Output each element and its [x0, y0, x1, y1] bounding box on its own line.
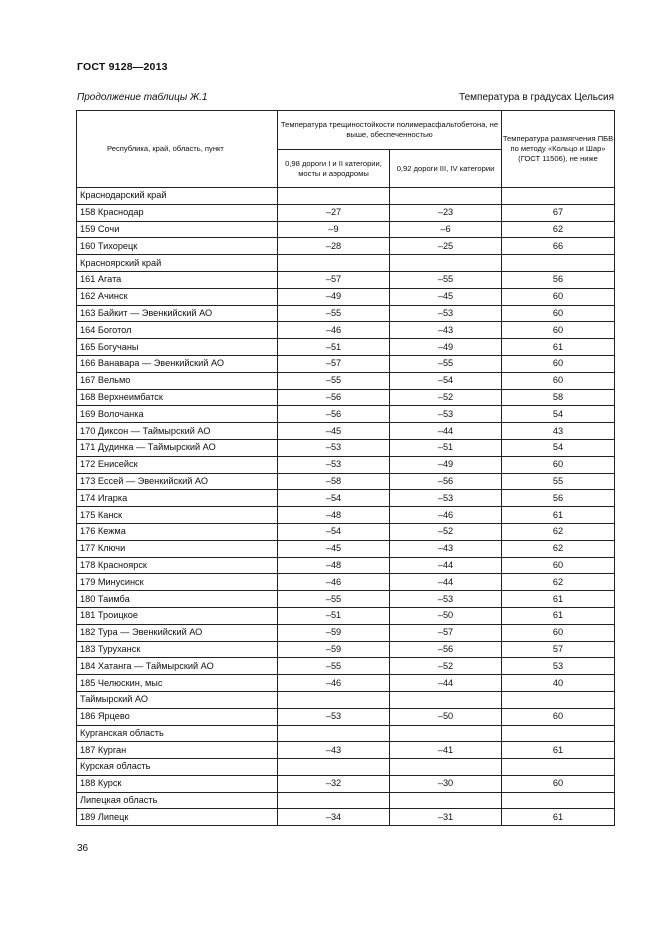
region-group-row: [77, 255, 615, 272]
row-crack-098: [278, 255, 390, 272]
row-name: 163 Байкит — Эвенкийский АО: [77, 305, 278, 322]
row-name: 174 Игарка: [77, 490, 278, 507]
row-crack-092: –52: [390, 389, 502, 406]
region-group-row: [77, 725, 615, 742]
row-softening: 67: [502, 204, 615, 221]
row-name: 175 Канск: [77, 507, 278, 524]
row-crack-098: –54: [278, 523, 390, 540]
row-softening: 55: [502, 473, 615, 490]
region-group-row: [77, 188, 615, 205]
row-name: 171 Дудинка — Таймырский АО: [77, 439, 278, 456]
table-caption: Продолжение таблицы Ж.1: [77, 92, 208, 103]
row-name: 186 Ярцево: [77, 708, 278, 725]
row-crack-092: –44: [390, 574, 502, 591]
row-crack-092: –53: [390, 406, 502, 423]
row-name: 184 Хатанга — Таймырский АО: [77, 658, 278, 675]
table-row: [77, 322, 615, 339]
header-crack-resistance: Температура трещиностойкости полимерасфальтобетона, не выше, обеспеченностью: [278, 111, 502, 150]
region-group-row: [77, 691, 615, 708]
row-name: 189 Липецк: [77, 809, 278, 826]
table-row: [77, 574, 615, 591]
table-row: [77, 490, 615, 507]
row-name: 161 Агата: [77, 271, 278, 288]
row-softening: 60: [502, 624, 615, 641]
row-crack-092: –52: [390, 523, 502, 540]
table-row: [77, 389, 615, 406]
row-crack-098: –49: [278, 288, 390, 305]
row-name: 167 Вельмо: [77, 372, 278, 389]
row-softening: [502, 255, 615, 272]
row-crack-092: [390, 255, 502, 272]
row-crack-092: –43: [390, 540, 502, 557]
row-softening: 58: [502, 389, 615, 406]
row-crack-098: –56: [278, 406, 390, 423]
table-row: [77, 339, 615, 356]
row-crack-098: [278, 725, 390, 742]
row-crack-092: [390, 725, 502, 742]
units-note: Температура в градусах Цельсия: [459, 92, 614, 103]
row-softening: [502, 725, 615, 742]
row-crack-092: –46: [390, 507, 502, 524]
table-row: [77, 456, 615, 473]
row-name: 178 Красноярск: [77, 557, 278, 574]
row-crack-098: –53: [278, 456, 390, 473]
row-crack-098: [278, 691, 390, 708]
row-crack-098: –54: [278, 490, 390, 507]
row-softening: [502, 691, 615, 708]
row-name: 177 Ключи: [77, 540, 278, 557]
table-row: [77, 238, 615, 255]
row-name: 185 Челюскин, мыс: [77, 675, 278, 692]
table-row: [77, 507, 615, 524]
row-crack-092: –25: [390, 238, 502, 255]
row-name: 187 Курган: [77, 742, 278, 759]
row-name: 172 Енисейск: [77, 456, 278, 473]
table-row: [77, 775, 615, 792]
row-crack-098: –46: [278, 574, 390, 591]
table-row: [77, 624, 615, 641]
row-crack-092: [390, 759, 502, 776]
row-crack-092: –53: [390, 490, 502, 507]
row-softening: 61: [502, 742, 615, 759]
table-row: [77, 742, 615, 759]
standard-title: ГОСТ 9128—2013: [77, 61, 168, 73]
row-softening: 60: [502, 372, 615, 389]
row-name: Липецкая область: [77, 792, 278, 809]
row-name: 180 Таимба: [77, 591, 278, 608]
row-crack-092: –55: [390, 271, 502, 288]
row-softening: 60: [502, 557, 615, 574]
row-crack-098: –57: [278, 355, 390, 372]
row-name: 160 Тихорецк: [77, 238, 278, 255]
row-crack-092: –56: [390, 641, 502, 658]
table-row: [77, 355, 615, 372]
climate-table: [76, 110, 615, 826]
row-crack-098: [278, 188, 390, 205]
row-softening: 60: [502, 708, 615, 725]
row-crack-092: –43: [390, 322, 502, 339]
row-softening: 61: [502, 607, 615, 624]
row-softening: 62: [502, 540, 615, 557]
row-softening: 60: [502, 775, 615, 792]
row-name: 159 Сочи: [77, 221, 278, 238]
table-row: [77, 372, 615, 389]
row-crack-098: –59: [278, 624, 390, 641]
table-row: [77, 221, 615, 238]
row-crack-098: –55: [278, 658, 390, 675]
row-softening: 62: [502, 574, 615, 591]
row-softening: 40: [502, 675, 615, 692]
row-crack-098: –43: [278, 742, 390, 759]
row-name: 170 Диксон — Таймырский АО: [77, 423, 278, 440]
row-crack-092: –31: [390, 809, 502, 826]
row-name: Краснодарский край: [77, 188, 278, 205]
row-crack-092: –50: [390, 607, 502, 624]
table-row: [77, 809, 615, 826]
row-crack-098: –46: [278, 675, 390, 692]
row-crack-092: –53: [390, 305, 502, 322]
row-name: 158 Краснодар: [77, 204, 278, 221]
row-crack-098: –45: [278, 423, 390, 440]
row-name: 176 Кежма: [77, 523, 278, 540]
row-name: 182 Тура — Эвенкийский АО: [77, 624, 278, 641]
row-crack-098: –55: [278, 372, 390, 389]
row-crack-092: –49: [390, 456, 502, 473]
table-row: [77, 305, 615, 322]
row-crack-098: –51: [278, 607, 390, 624]
row-name: Красноярский край: [77, 255, 278, 272]
row-name: 181 Троицкое: [77, 607, 278, 624]
table-row: [77, 557, 615, 574]
row-crack-092: –57: [390, 624, 502, 641]
row-crack-092: –44: [390, 675, 502, 692]
row-name: Курская область: [77, 759, 278, 776]
row-name: 168 Верхнеимбатск: [77, 389, 278, 406]
table-row: [77, 406, 615, 423]
row-softening: 60: [502, 456, 615, 473]
header-region: Республика, край, область, пункт: [77, 111, 278, 188]
row-crack-092: –23: [390, 204, 502, 221]
region-group-row: [77, 792, 615, 809]
table-row: [77, 523, 615, 540]
row-crack-098: –32: [278, 775, 390, 792]
table-row: [77, 423, 615, 440]
row-crack-098: –48: [278, 557, 390, 574]
row-softening: 43: [502, 423, 615, 440]
row-crack-092: –56: [390, 473, 502, 490]
row-softening: 62: [502, 523, 615, 540]
table-row: [77, 271, 615, 288]
row-softening: [502, 759, 615, 776]
row-softening: 56: [502, 271, 615, 288]
row-crack-098: –9: [278, 221, 390, 238]
table-row: [77, 658, 615, 675]
table-row: [77, 204, 615, 221]
row-crack-098: –53: [278, 708, 390, 725]
row-crack-092: –54: [390, 372, 502, 389]
row-softening: 53: [502, 658, 615, 675]
row-crack-092: –51: [390, 439, 502, 456]
row-crack-092: [390, 188, 502, 205]
table-row: [77, 607, 615, 624]
row-name: 165 Богучаны: [77, 339, 278, 356]
row-crack-098: –55: [278, 591, 390, 608]
table-row: [77, 439, 615, 456]
row-crack-098: –27: [278, 204, 390, 221]
row-crack-092: –52: [390, 658, 502, 675]
row-softening: 60: [502, 305, 615, 322]
row-crack-098: –53: [278, 439, 390, 456]
row-crack-092: –45: [390, 288, 502, 305]
row-name: 169 Волочанка: [77, 406, 278, 423]
row-crack-098: –51: [278, 339, 390, 356]
row-softening: 61: [502, 507, 615, 524]
table-row: [77, 288, 615, 305]
table-row: [77, 641, 615, 658]
row-crack-092: –44: [390, 557, 502, 574]
row-crack-092: –55: [390, 355, 502, 372]
row-crack-098: –34: [278, 809, 390, 826]
row-softening: 61: [502, 591, 615, 608]
row-crack-098: [278, 792, 390, 809]
row-crack-092: –49: [390, 339, 502, 356]
row-softening: 56: [502, 490, 615, 507]
row-softening: 62: [502, 221, 615, 238]
header-crack-092: 0,92 дороги III, IV категории: [390, 150, 502, 188]
row-softening: 61: [502, 339, 615, 356]
row-name: 173 Ессей — Эвенкийский АО: [77, 473, 278, 490]
row-name: Таймырский АО: [77, 691, 278, 708]
row-crack-098: –55: [278, 305, 390, 322]
row-name: 188 Курск: [77, 775, 278, 792]
row-crack-092: –53: [390, 591, 502, 608]
row-softening: 57: [502, 641, 615, 658]
row-crack-098: –58: [278, 473, 390, 490]
row-crack-092: –6: [390, 221, 502, 238]
row-softening: 60: [502, 322, 615, 339]
row-crack-092: –41: [390, 742, 502, 759]
row-name: 164 Боготол: [77, 322, 278, 339]
row-name: 179 Минусинск: [77, 574, 278, 591]
row-crack-098: –59: [278, 641, 390, 658]
header-crack-098: 0,98 дороги I и II категории, мосты и аэродромы: [278, 150, 390, 188]
table-row: [77, 675, 615, 692]
row-crack-098: –48: [278, 507, 390, 524]
row-softening: [502, 792, 615, 809]
row-crack-098: –28: [278, 238, 390, 255]
row-name: 162 Ачинск: [77, 288, 278, 305]
row-softening: [502, 188, 615, 205]
table-body: [77, 188, 615, 826]
row-crack-092: –30: [390, 775, 502, 792]
row-crack-092: [390, 691, 502, 708]
table-row: [77, 591, 615, 608]
header-softening: Температура размягчения ПБВ по методу «Кольцо и Шар» (ГОСТ 11506), не ниже: [502, 111, 615, 188]
row-name: Курганская область: [77, 725, 278, 742]
row-crack-092: –44: [390, 423, 502, 440]
page-number: 36: [77, 843, 89, 854]
table-row: [77, 708, 615, 725]
row-crack-092: –50: [390, 708, 502, 725]
region-group-row: [77, 759, 615, 776]
row-crack-098: [278, 759, 390, 776]
table-header: [77, 111, 615, 188]
row-crack-092: [390, 792, 502, 809]
row-softening: 54: [502, 439, 615, 456]
row-softening: 66: [502, 238, 615, 255]
row-name: 183 Туруханск: [77, 641, 278, 658]
table-row: [77, 473, 615, 490]
row-softening: 60: [502, 355, 615, 372]
row-crack-098: –56: [278, 389, 390, 406]
row-softening: 60: [502, 288, 615, 305]
row-name: 166 Ванавара — Эвенкийский АО: [77, 355, 278, 372]
table-row: [77, 540, 615, 557]
row-crack-098: –45: [278, 540, 390, 557]
row-crack-098: –57: [278, 271, 390, 288]
row-softening: 54: [502, 406, 615, 423]
row-softening: 61: [502, 809, 615, 826]
row-crack-098: –46: [278, 322, 390, 339]
